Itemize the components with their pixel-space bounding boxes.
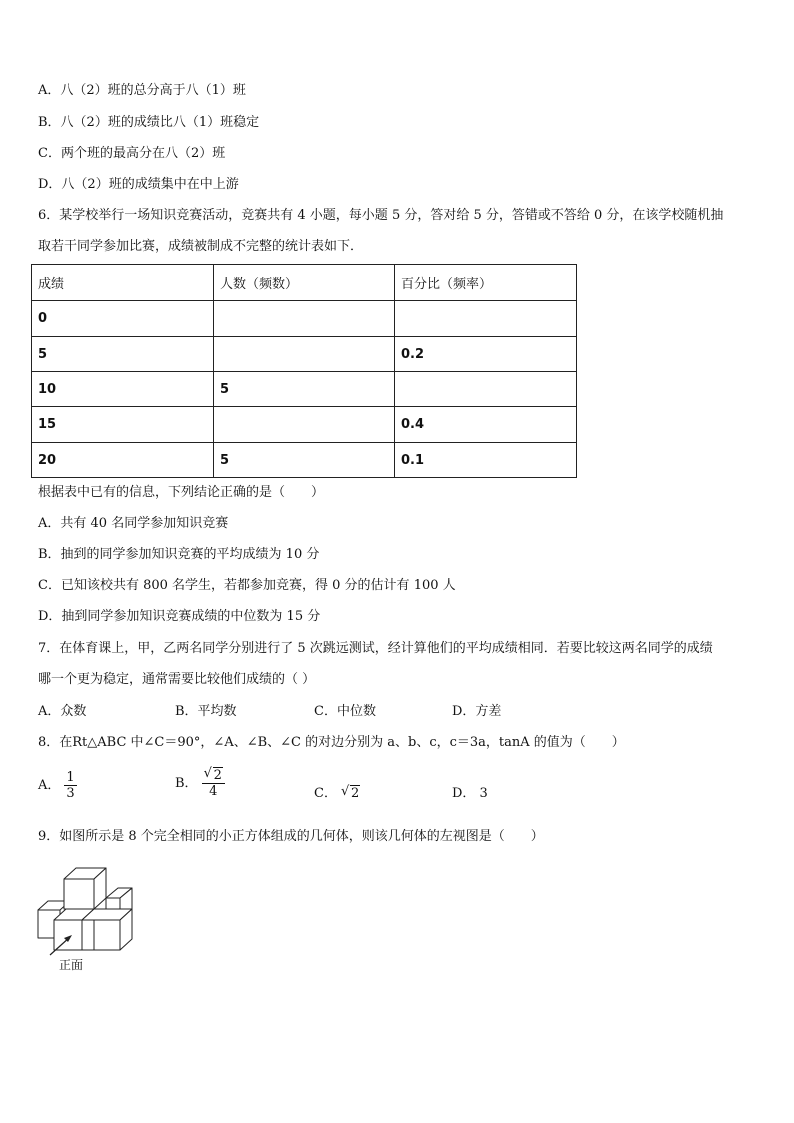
table-cell [395,372,577,407]
q7-option-c: C．中位数 [314,704,376,719]
option-label: C． [314,786,337,801]
table-cell: 10 [32,372,214,407]
table-cell [214,337,395,372]
table-cell: 15 [32,407,214,443]
q5-option-a: A．八（2）班的总分高于八（1）班 [38,83,246,98]
fraction-denominator: 3 [66,786,75,801]
table-cell: 5 [214,372,395,407]
q6-option-a: A．共有 40 名同学参加知识竞赛 [38,516,229,531]
table-cell [395,301,577,337]
q5-option-d: D．八（2）班的成绩集中在中上游 [38,177,239,192]
q9-stem: 9．如图所示是 8 个完全相同的小正方体组成的几何体，则该几何体的左视图是（ ） [38,829,544,844]
radicand: 2 [213,768,222,783]
cube-top [64,868,106,909]
option-label: D． [452,786,476,801]
table-cell: 5 [214,443,395,478]
q6-option-c: C．已知该校共有 800 名学生，若都参加竞赛，得 0 分的估计有 100 人 [38,578,456,593]
score-frequency-table [31,264,577,478]
q8-option-c [314,782,360,801]
table-header-row [32,265,577,301]
table-row [32,301,577,337]
option-value: 3 [479,786,488,801]
table-cell: 5 [32,337,214,372]
q8-option-a [38,770,77,801]
fraction-one-third [64,770,76,801]
fraction-sqrt2-over-4 [202,768,225,799]
fraction-numerator: 1 [66,770,75,785]
table-row [32,372,577,407]
radicand: 2 [350,786,360,801]
table-header-cell: 成绩 [32,265,214,301]
table-header-cell: 百分比（频率） [395,265,577,301]
sqrt-symbol [341,786,360,801]
q8-option-d [452,782,488,801]
q7-option-b: B．平均数 [175,704,237,719]
table-row [32,337,577,372]
sqrt-symbol [204,768,223,783]
table-header-cell: 人数（频数） [214,265,395,301]
table-cell [214,407,395,443]
q8-option-b [175,768,225,799]
q5-option-b: B．八（2）班的成绩比八（1）班稳定 [38,115,260,130]
q7-stem-line2: 哪一个更为稳定，通常需要比较他们成绩的（ ） [38,672,316,687]
q5-option-c: C．两个班的最高分在八（2）班 [38,146,226,161]
fraction-numerator [202,768,225,784]
table-cell: 0.2 [395,337,577,372]
q7-option-a: A．众数 [38,704,87,719]
option-label: A． [38,778,61,793]
table-row [32,443,577,478]
q6-stem-line1: 6．某学校举行一场知识竞赛活动，竞赛共有 4 小题，每小题 5 分，答对给 5 分，答错或不答给 0 分，在该学校随机抽 [38,208,724,223]
fraction-denominator: 4 [209,784,218,799]
table-cell: 0.4 [395,407,577,443]
table-row [32,407,577,443]
q6-option-b: B．抽到的同学参加知识竞赛的平均成绩为 10 分 [38,547,320,562]
q6-stem-line2: 取若干同学参加比赛，成绩被制成不完整的统计表如下． [38,239,364,254]
table-cell: 0.1 [395,443,577,478]
table-cell: 0 [32,301,214,337]
table-cell: 20 [32,443,214,478]
cube-front-right [82,909,132,950]
q7-option-d: D．方差 [452,704,502,719]
q7-stem-line1: 7．在体育课上，甲，乙两名同学分别进行了 5 次跳远测试，经计算他们的平均成绩相同．若要比较这两名同学的成绩 [38,641,713,656]
q6-option-d: D．抽到同学参加知识竞赛成绩的中位数为 15 分 [38,609,321,624]
cube-stack-figure [34,858,138,974]
q8-stem: 8．在Rt△ABC 中∠C＝90°，∠A、∠B、∠C 的对边分别为 a、b、c，c＝3a，tanA 的值为（ ） [38,735,625,750]
table-cell [214,301,395,337]
option-label: B． [175,776,198,791]
q6-question: 根据表中已有的信息，下列结论正确的是（ ） [38,485,325,500]
figure-label-front: 正面 [59,958,84,972]
